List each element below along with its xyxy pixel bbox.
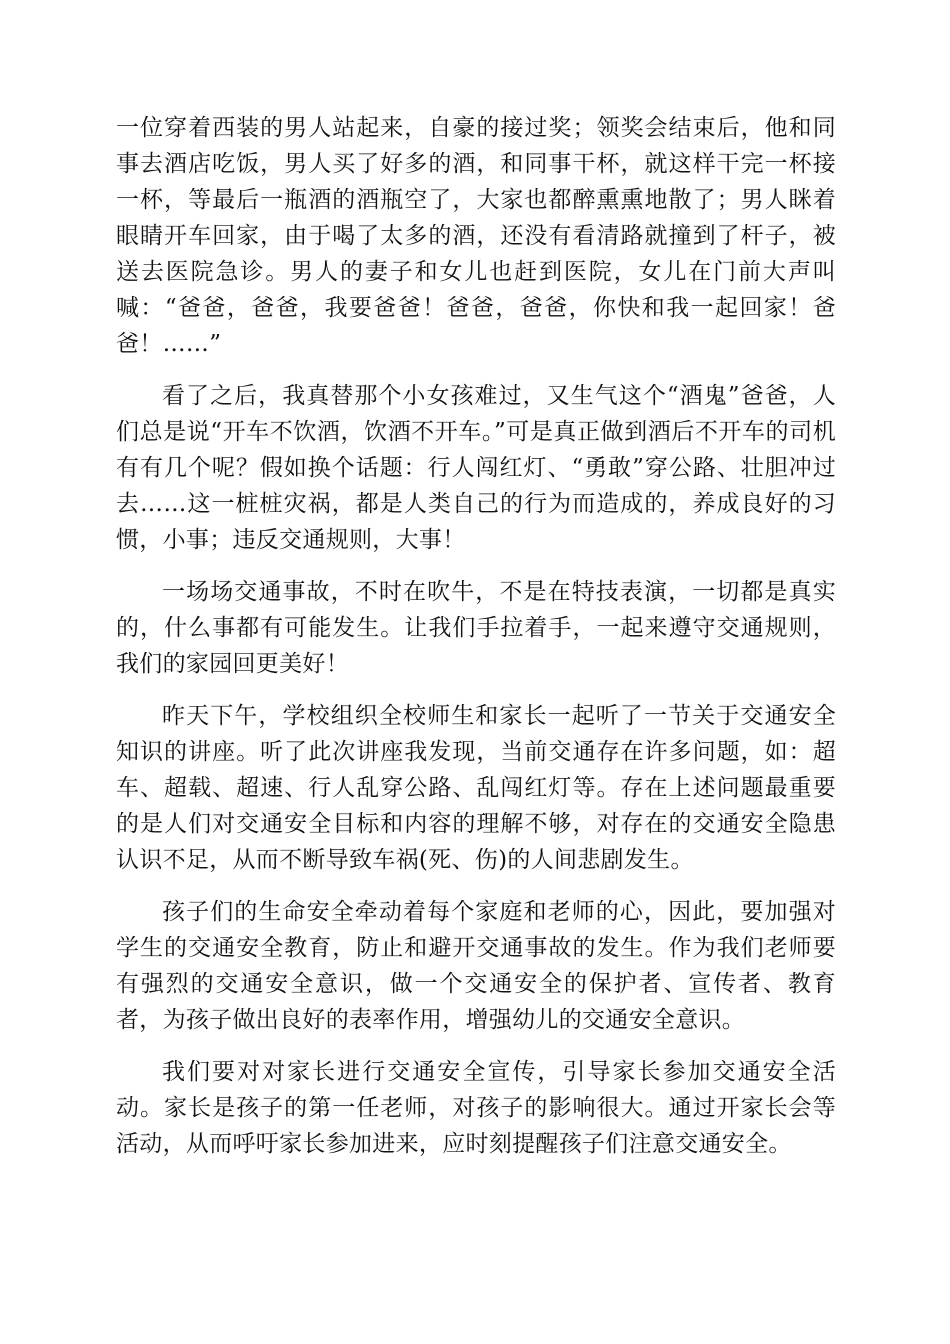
paragraph-5: 孩子们的生命安全牵动着每个家庭和老师的心，因此，要加强对学生的交通安全教育，防止和避开交通事故的发生。作为我们老师要有强烈的交通安全意识，做一个交通安全的保护者、宣传者、教育者，为孩子做出良好的表率作用，增强幼儿的交通安全意识。	[116, 899, 836, 1033]
paragraph-6: 我们要对对家长进行交通安全宣传，引导家长参加交通安全活动。家长是孩子的第一任老师，对孩子的影响很大。通过开家长会等活动，从而呼吁家长参加进来，应时刻提醒孩子们注意交通安全。	[116, 1059, 836, 1157]
paragraph-3: 一场场交通事故，不时在吹牛，不是在特技表演，一切都是真实的，什么事都有可能发生。让我们手拉着手，一起来遵守交通规则，我们的家园回更美好！	[116, 579, 836, 677]
paragraph-2: 看了之后，我真替那个小女孩难过，又生气这个“酒鬼”爸爸，人们总是说“开车不饮酒，饮酒不开车。”可是真正做到酒后不开车的司机有有几个呢？假如换个话题：行人闯红灯、“勇敢”穿公路、壮胆冲过去……这一桩桩灾祸，都是人类自己的行为而造成的，养成良好的习惯，小事；违反交通规则，大事！	[116, 383, 836, 553]
paragraph-1: 一位穿着西装的男人站起来，自豪的接过奖；领奖会结束后，他和同事去酒店吃饭，男人买了好多的酒，和同事干杯，就这样干完一杯接一杯，等最后一瓶酒的酒瓶空了，大家也都醉熏熏地散了；男人眯着眼睛开车回家，由于喝了太多的酒，还没有看清路就撞到了杆子，被送去医院急诊。男人的妻子和女儿也赶到医院，女儿在门前大声叫喊：“爸爸，爸爸，我要爸爸！爸爸，爸爸，你快和我一起回家！爸爸！……”	[116, 115, 836, 357]
document-body	[116, 110, 836, 1178]
paragraph-4: 昨天下午，学校组织全校师生和家长一起听了一节关于交通安全知识的讲座。听了此次讲座我发现，当前交通存在许多问题，如：超车、超载、超速、行人乱穿公路、乱闯红灯等。存在上述问题最重要的是人们对交通安全目标和内容的理解不够，对存在的交通安全隐患认识不足，从而不断导致车祸(死、伤)的人间悲剧发生。	[116, 703, 836, 873]
